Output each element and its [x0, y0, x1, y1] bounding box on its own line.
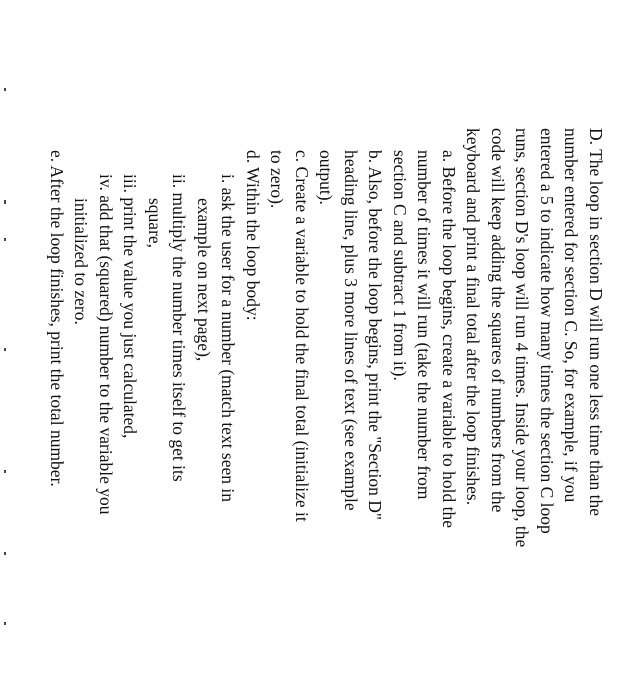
item-d — [69, 128, 265, 598]
intro-line-3: entered a 5 to indicate how many times the section C loop — [537, 128, 557, 534]
sub-iv-line-1: iv. add that (squared) number to the variable you — [96, 174, 116, 515]
intro-line-1: D. The loop in section D will run one less time than the — [586, 128, 606, 517]
item-a-line-3: section C and subtract 1 from it). — [390, 150, 410, 381]
edge-fragment — [4, 348, 6, 351]
sub-iv-line-2: initialized to zero. — [71, 198, 92, 325]
intro-line-6: keyboard and print a final total after the loop finishes. — [463, 128, 484, 506]
sub-ii-line-2: square, — [145, 198, 165, 249]
item-e-line: e. After the loop finishes, print the total number. — [47, 150, 67, 487]
intro-line-5: code will keep adding the squares of numbers from the — [488, 128, 508, 513]
item-c-line-2: to zero). — [267, 150, 288, 209]
item-c-line-1: c. Create a variable to hold the final total (initialize it — [292, 150, 312, 522]
edge-fragment — [4, 200, 6, 204]
item-e — [45, 128, 70, 598]
edge-fragment — [4, 552, 6, 555]
edge-fragment — [4, 470, 6, 473]
edge-fragment — [4, 88, 6, 91]
item-c — [265, 128, 314, 598]
edge-fragment — [4, 622, 6, 625]
item-b-line-3: output). — [316, 150, 337, 205]
intro-line-4: runs, section D's loop will run 4 times. Inside your loop, the — [512, 128, 533, 548]
section-d-intro — [461, 128, 608, 598]
item-a — [388, 128, 462, 598]
item-a-line-1: a. Before the loop begins, create a variable to hold the — [439, 150, 459, 529]
sub-ii-line-1: ii. multiply the number times itself to get its — [169, 174, 190, 482]
item-b — [314, 128, 388, 598]
item-d-heading: d. Within the loop body: — [243, 150, 263, 321]
item-b-line-2: heading line, plus 3 more lines of text (see example — [341, 150, 361, 511]
item-b-line-1: b. Also, before the loop begins, print the "Section D" — [365, 150, 386, 521]
intro-line-2: number entered for section C. So, for example, if you — [561, 128, 582, 503]
item-a-line-2: number of times it will run (take the number from — [414, 150, 435, 500]
document-page-rotated — [45, 128, 609, 598]
sub-iii-line: iii. print the value you just calculated, — [120, 174, 141, 439]
sub-i-line-1: i. ask the user for a number (match text seen in — [218, 174, 239, 503]
edge-fragment — [4, 238, 6, 241]
sub-i-line-2: example on next page), — [194, 198, 214, 362]
